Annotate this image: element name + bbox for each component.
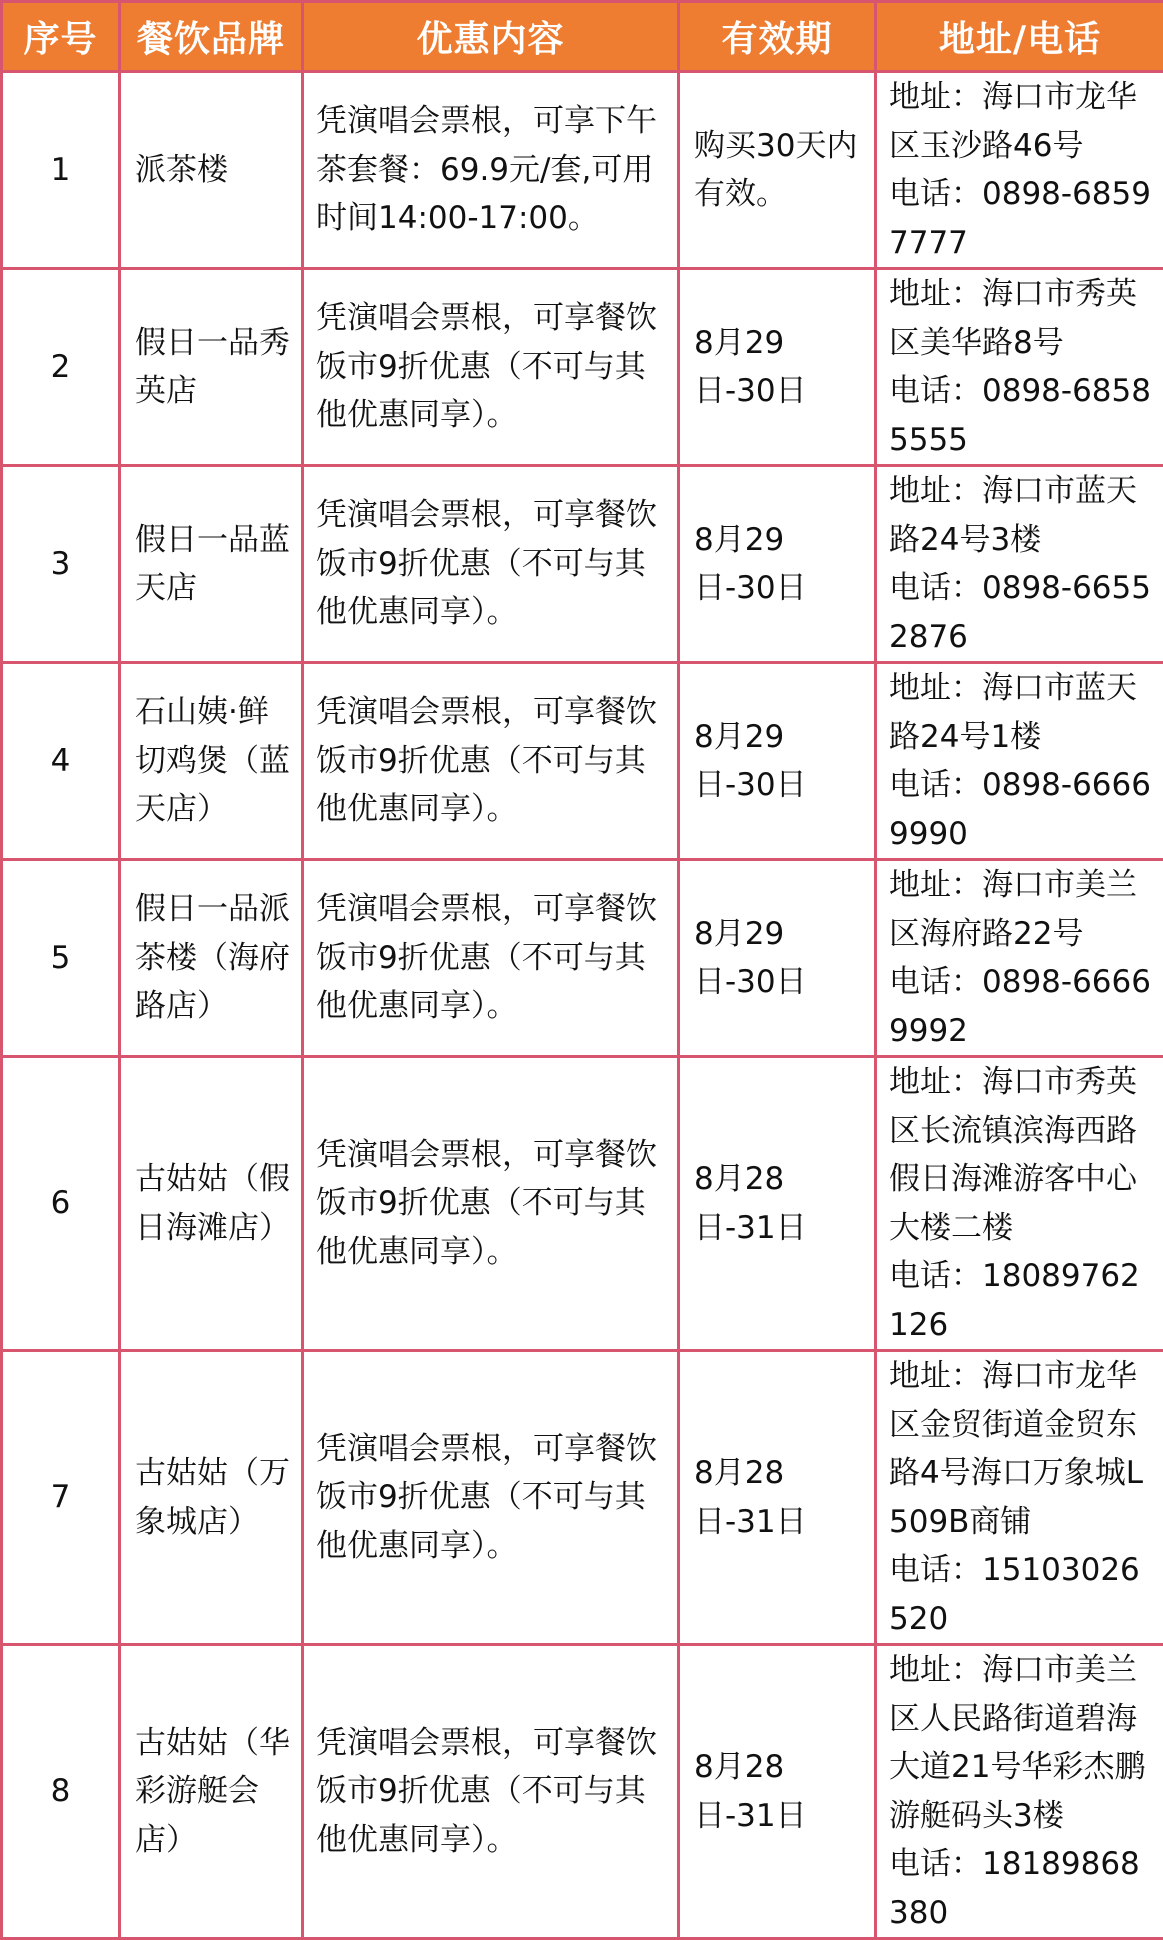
row-address-phone bbox=[876, 1351, 1163, 1645]
row-validity: 8月29日-30日 bbox=[679, 663, 876, 860]
table-header-row bbox=[2, 2, 1163, 72]
row-address-phone bbox=[876, 72, 1163, 269]
row-phone: 电话：15103026520 bbox=[889, 1546, 1157, 1643]
row-address: 地址：海口市蓝天路24号3楼 bbox=[889, 467, 1157, 564]
row-validity: 8月28日-31日 bbox=[679, 1057, 876, 1351]
row-offer: 凭演唱会票根，可享餐饮饭市9折优惠（不可与其他优惠同享）。 bbox=[303, 1351, 679, 1645]
table-row bbox=[2, 1057, 1163, 1351]
row-offer: 凭演唱会票根，可享餐饮饭市9折优惠（不可与其他优惠同享）。 bbox=[303, 269, 679, 466]
row-validity: 8月28日-31日 bbox=[679, 1351, 876, 1645]
row-address-phone bbox=[876, 860, 1163, 1057]
row-address: 地址：海口市龙华区金贸街道金贸东路4号海口万象城L509B商铺 bbox=[889, 1352, 1157, 1546]
row-address: 地址：海口市蓝天路24号1楼 bbox=[889, 664, 1157, 761]
row-offer: 凭演唱会票根，可享餐饮饭市9折优惠（不可与其他优惠同享）。 bbox=[303, 466, 679, 663]
table-row bbox=[2, 663, 1163, 860]
row-offer: 凭演唱会票根，可享餐饮饭市9折优惠（不可与其他优惠同享）。 bbox=[303, 860, 679, 1057]
table-row bbox=[2, 466, 1163, 663]
row-brand: 假日一品秀英店 bbox=[120, 269, 303, 466]
header-index: 序号 bbox=[2, 2, 120, 72]
row-address: 地址：海口市秀英区长流镇滨海西路假日海滩游客中心大楼二楼 bbox=[889, 1058, 1157, 1252]
table-row bbox=[2, 72, 1163, 269]
row-index: 2 bbox=[2, 269, 120, 466]
row-phone: 电话：0898-66669990 bbox=[889, 761, 1157, 858]
table-row bbox=[2, 269, 1163, 466]
header-offer: 优惠内容 bbox=[303, 2, 679, 72]
row-address-phone bbox=[876, 1057, 1163, 1351]
row-phone: 电话：0898-68597777 bbox=[889, 170, 1157, 267]
row-address: 地址：海口市秀英区美华路8号 bbox=[889, 270, 1157, 367]
row-address-phone bbox=[876, 269, 1163, 466]
row-phone: 电话：0898-68585555 bbox=[889, 367, 1157, 464]
row-address: 地址：海口市美兰区海府路22号 bbox=[889, 861, 1157, 958]
row-index: 5 bbox=[2, 860, 120, 1057]
row-validity: 购买30天内有效。 bbox=[679, 72, 876, 269]
row-offer: 凭演唱会票根，可享下午茶套餐：69.9元/套,可用时间14:00-17:00。 bbox=[303, 72, 679, 269]
row-brand: 古姑姑（万象城店） bbox=[120, 1351, 303, 1645]
row-brand: 派茶楼 bbox=[120, 72, 303, 269]
row-address: 地址：海口市龙华区玉沙路46号 bbox=[889, 73, 1157, 170]
row-validity: 8月29日-30日 bbox=[679, 466, 876, 663]
row-brand: 古姑姑（假日海滩店） bbox=[120, 1057, 303, 1351]
header-validity: 有效期 bbox=[679, 2, 876, 72]
row-index: 3 bbox=[2, 466, 120, 663]
row-offer: 凭演唱会票根，可享餐饮饭市9折优惠（不可与其他优惠同享）。 bbox=[303, 663, 679, 860]
table-row bbox=[2, 1645, 1163, 1939]
row-phone: 电话：18089762126 bbox=[889, 1252, 1157, 1349]
row-index: 1 bbox=[2, 72, 120, 269]
table-row bbox=[2, 860, 1163, 1057]
row-index: 6 bbox=[2, 1057, 120, 1351]
row-validity: 8月29日-30日 bbox=[679, 860, 876, 1057]
row-index: 8 bbox=[2, 1645, 120, 1939]
row-validity: 8月29日-30日 bbox=[679, 269, 876, 466]
row-address: 地址：海口市美兰区人民路街道碧海大道21号华彩杰鹏游艇码头3楼 bbox=[889, 1646, 1157, 1840]
header-brand: 餐饮品牌 bbox=[120, 2, 303, 72]
row-validity: 8月28日-31日 bbox=[679, 1645, 876, 1939]
row-brand: 假日一品蓝天店 bbox=[120, 466, 303, 663]
table-row bbox=[2, 1351, 1163, 1645]
row-address-phone bbox=[876, 1645, 1163, 1939]
row-phone: 电话：0898-66669992 bbox=[889, 958, 1157, 1055]
header-address-phone: 地址/电话 bbox=[876, 2, 1163, 72]
row-index: 4 bbox=[2, 663, 120, 860]
row-brand: 假日一品派茶楼（海府路店） bbox=[120, 860, 303, 1057]
row-address-phone bbox=[876, 663, 1163, 860]
row-offer: 凭演唱会票根，可享餐饮饭市9折优惠（不可与其他优惠同享）。 bbox=[303, 1057, 679, 1351]
row-phone: 电话：0898-66552876 bbox=[889, 564, 1157, 661]
row-offer: 凭演唱会票根，可享餐饮饭市9折优惠（不可与其他优惠同享）。 bbox=[303, 1645, 679, 1939]
row-index: 7 bbox=[2, 1351, 120, 1645]
row-phone: 电话：18189868380 bbox=[889, 1840, 1157, 1937]
row-brand: 古姑姑（华彩游艇会店） bbox=[120, 1645, 303, 1939]
row-brand: 石山姨·鲜切鸡煲（蓝天店） bbox=[120, 663, 303, 860]
row-address-phone bbox=[876, 466, 1163, 663]
